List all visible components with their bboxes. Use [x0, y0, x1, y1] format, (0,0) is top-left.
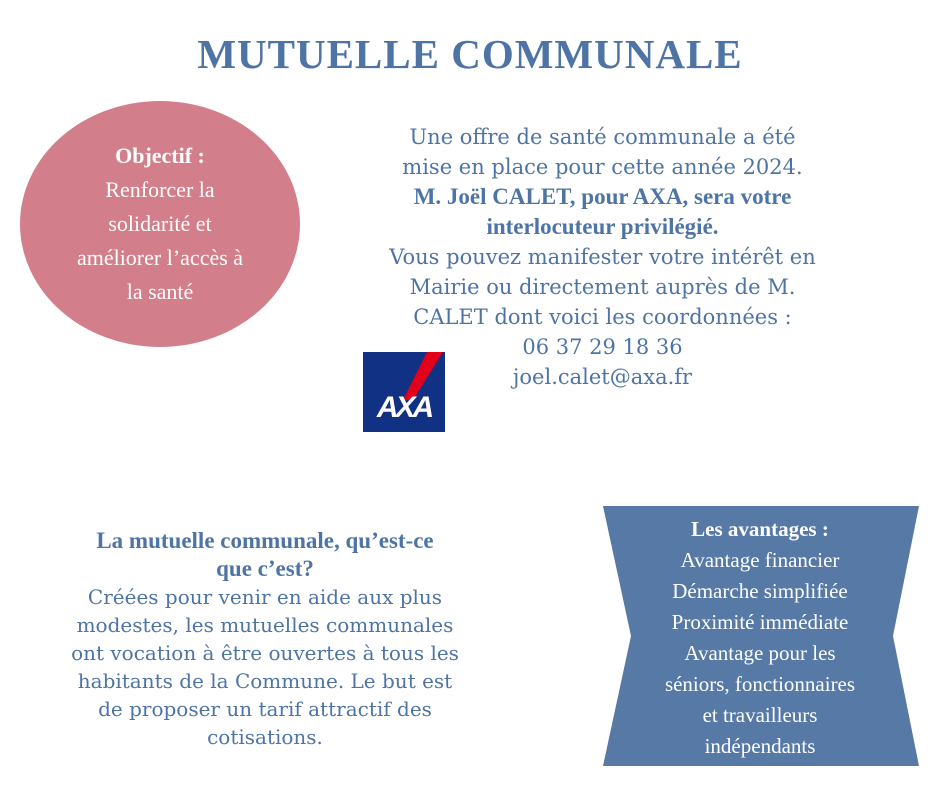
- mutuelle-description: [30, 583, 500, 751]
- offer-line: Mairie ou directement auprès de M.: [409, 275, 796, 299]
- avantage-item: Avantage financier: [680, 548, 840, 572]
- objective-line: solidarité et: [108, 211, 212, 236]
- avantage-item: Démarche simplifiée: [672, 579, 848, 603]
- page-title: MUTUELLE COMMUNALE: [197, 31, 743, 77]
- axa-logo-text: AXA: [376, 391, 432, 424]
- offer-contact-bold: interlocuteur privilégié.: [486, 214, 719, 239]
- offer-line: CALET dont voici les coordonnées :: [413, 305, 792, 329]
- offer-phone: 06 37 29 18 36: [522, 335, 683, 359]
- mutuelle-desc-line: habitants de la Commune. Le but est: [77, 669, 453, 693]
- avantages-content: [601, 514, 919, 762]
- objective-line: améliorer l’accès à: [76, 245, 244, 270]
- mutuelle-desc-line: Créées pour venir en aide aux plus: [87, 585, 443, 609]
- avantages-title: Les avantages :: [691, 517, 829, 541]
- objective-line: la santé: [126, 279, 194, 304]
- offer-line: Vous pouvez manifester votre intérêt en: [389, 245, 816, 269]
- avantage-item: Avantage pour les: [684, 641, 836, 665]
- avantage-item: indépendants: [704, 734, 816, 758]
- axa-logo: [363, 352, 445, 432]
- mutuelle-question: que c’est?: [216, 556, 314, 581]
- offer-line: mise en place pour cette année 2024.: [402, 155, 803, 179]
- avantage-item: et travailleurs: [702, 703, 818, 727]
- avantage-item: séniors, fonctionnaires: [664, 672, 856, 696]
- avantage-item: Proximité immédiate: [671, 610, 849, 634]
- mutuelle-desc-line: cotisations.: [207, 725, 323, 749]
- mutuelle-question: La mutuelle communale, qu’est-ce: [96, 528, 434, 553]
- objective-title: Objectif :: [115, 143, 205, 168]
- offer-contact-bold: M. Joël CALET, pour AXA, sera votre: [413, 184, 792, 209]
- offer-email[interactable]: joel.calet@axa.fr: [512, 365, 693, 389]
- mutuelle-section: [30, 527, 500, 751]
- objective-line: Renforcer la: [105, 177, 215, 202]
- objective-text: [45, 173, 275, 309]
- objective-circle: [20, 101, 300, 347]
- offer-line: Une offre de santé communale a été: [409, 125, 796, 149]
- mutuelle-desc-line: ont vocation à être ouvertes à tous les: [71, 641, 459, 665]
- mutuelle-desc-line: de proposer un tarif attractif des: [98, 697, 432, 721]
- mutuelle-desc-line: modestes, les mutuelles communales: [76, 613, 454, 637]
- avantages-box: [601, 506, 919, 766]
